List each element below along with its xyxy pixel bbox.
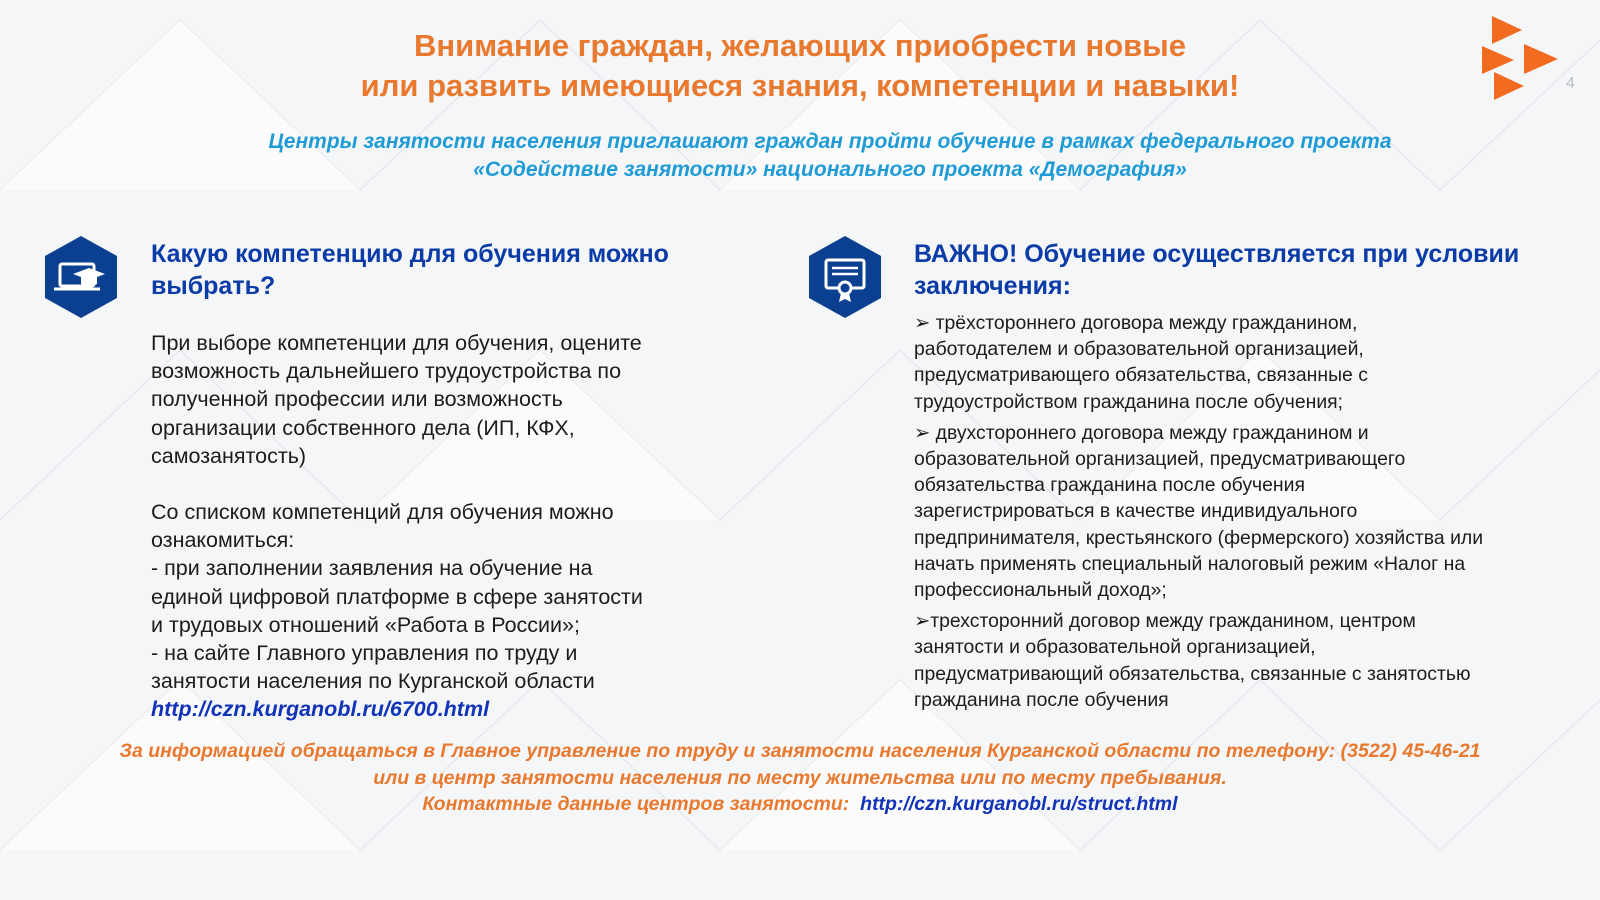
subtitle xyxy=(150,128,1510,184)
left-text-line: занятости населения по Курганской области xyxy=(151,669,595,694)
footer-line-2: или в центр занятости населения по месту жительства или по месту пребывания. xyxy=(373,766,1227,789)
subtitle-line-2: «Содействие занятости» национального проекта «Демография» xyxy=(473,158,1187,181)
title-line-1: Внимание граждан, желающих приобрести новые xyxy=(414,28,1186,63)
logo-icon xyxy=(1480,14,1574,102)
list-item-line: занятости и образовательной организацией, xyxy=(914,636,1316,659)
left-text-line: Со списком компетенций для обучения можно xyxy=(151,500,614,525)
left-text-line: - при заполнении заявления на обучение на xyxy=(151,556,593,581)
left-text-line: полученной профессии или возможность xyxy=(151,387,563,412)
list-item-line: предпринимателя, крестьянского (фермерского) хозяйства или xyxy=(914,526,1484,549)
list-item-line: образовательной организацией, предусматривающего xyxy=(914,448,1406,471)
competencies-link[interactable]: http://czn.kurganobl.ru/6700.html xyxy=(151,697,490,722)
left-heading: Какую компетенцию для обучения можно выбрать? xyxy=(151,240,669,300)
list-item-line: работодателем и образовательной организацией, xyxy=(914,338,1364,361)
footer-line-3 xyxy=(20,791,1580,818)
bullet-arrow-icon: ➢ xyxy=(914,312,931,334)
list-item xyxy=(914,420,1574,603)
structure-link[interactable]: http://czn.kurganobl.ru/struct.html xyxy=(860,793,1178,815)
bullet-arrow-icon: ➢ xyxy=(914,421,931,444)
graduation-laptop-icon xyxy=(41,234,121,320)
list-item-line: обязательства гражданина после обучения xyxy=(914,474,1305,497)
left-text-line: ознакомиться: xyxy=(151,528,295,553)
left-text-line: организации собственного дела (ИП, КФХ, xyxy=(151,415,575,440)
footer-contacts-label: Контактные данные центров занятости: xyxy=(422,793,850,815)
left-text-line: самозанятость) xyxy=(151,443,307,468)
left-text-line: единой цифровой платформе в сфере занятости xyxy=(151,584,643,609)
left-text-line: При выборе компетенции для обучения, оцените xyxy=(151,331,642,355)
left-text-line: возможность дальнейшего трудоустройства по xyxy=(151,359,622,384)
slide-title xyxy=(200,26,1400,106)
list-item-line: начать применять специальный налоговый режим «Налог на xyxy=(914,552,1466,575)
list-item xyxy=(914,310,1574,415)
left-body xyxy=(151,329,751,724)
list-item-line: гражданина после обучения xyxy=(914,688,1169,711)
list-item-line: трёхстороннего договора между гражданином, xyxy=(935,312,1358,334)
list-item-line: трехсторонний договор между гражданином, центром xyxy=(930,610,1416,633)
list-item-line: трудоустройством гражданина после обучения; xyxy=(914,390,1344,413)
list-item-line: двухстороннего договора между гражданином и xyxy=(935,421,1369,444)
left-text-line: - на сайте Главного управления по труду и xyxy=(151,641,578,666)
footer-line-1: За информацией обращаться в Главное управление по труду и занятости населения Курганской области по телефону: (3522) 45-46-21 xyxy=(119,740,1481,762)
contact-footer xyxy=(20,738,1580,818)
list-item-line: зарегистрироваться в качестве индивидуального xyxy=(914,500,1358,523)
certificate-icon xyxy=(805,234,885,320)
page-number: 4 xyxy=(1566,75,1575,92)
list-item-line: предусматривающий обязательства, связанные с занятостью xyxy=(914,662,1471,685)
title-line-2: или развить имеющиеся знания, компетенции и навыки! xyxy=(360,68,1240,103)
subtitle-line-1: Центры занятости населения приглашают граждан пройти обучение в рамках федерального проекта xyxy=(268,130,1392,153)
list-item-line: предусматривающего обязательства, связанные с xyxy=(914,364,1368,387)
right-body xyxy=(914,310,1574,718)
right-heading: ВАЖНО! Обучение осуществляется при условии заключения: xyxy=(914,240,1520,300)
left-text-line: и трудовых отношений «Работа в России»; xyxy=(151,612,580,637)
bullet-arrow-icon: ➢ xyxy=(914,610,931,633)
list-item-line: профессиональный доход»; xyxy=(914,579,1167,602)
list-item xyxy=(914,608,1574,713)
